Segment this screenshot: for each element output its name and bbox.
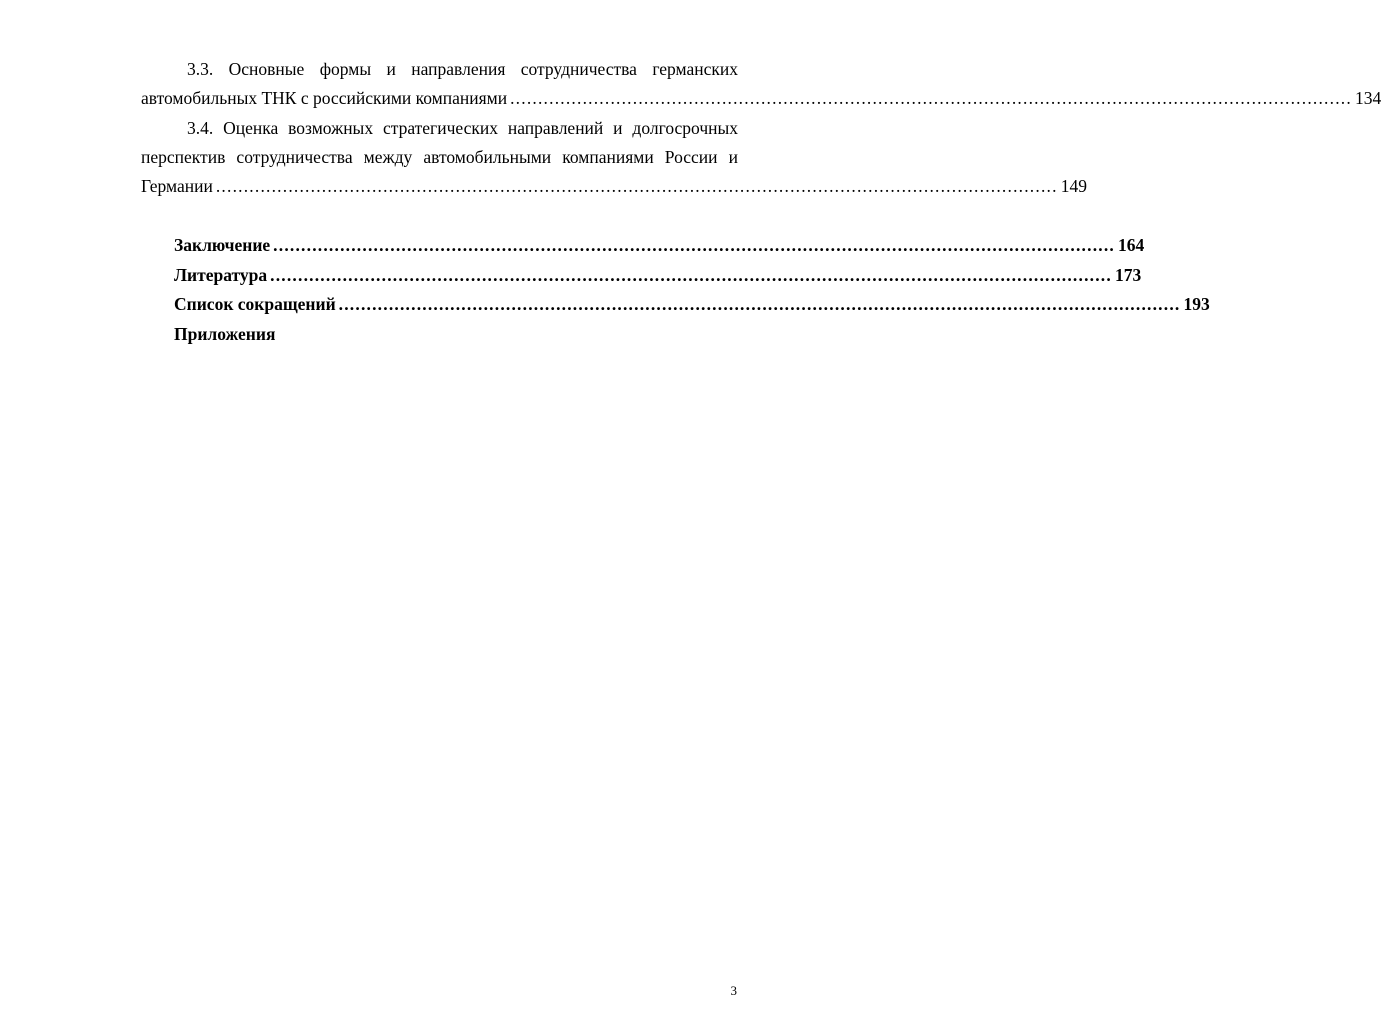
toc-entry-appendices bbox=[174, 320, 737, 349]
toc-page-number: 173 bbox=[1114, 265, 1142, 285]
toc-entry-title-end: Германии bbox=[141, 176, 213, 196]
toc-entry-last-line bbox=[141, 172, 1087, 201]
toc-entry-label: Список сокращений bbox=[174, 294, 336, 314]
dot-leader: ....................................................................................................................................................... bbox=[270, 265, 1112, 285]
toc-entry-title-end: автомобильных ТНК с российскими компаниями bbox=[141, 88, 508, 108]
toc-entry-label: Приложения bbox=[174, 324, 276, 344]
toc-entry-label: Заключение bbox=[174, 235, 271, 255]
dot-leader: ....................................................................................................................................................... bbox=[510, 88, 1352, 108]
toc-entry-3-3 bbox=[141, 55, 1381, 113]
toc-page-number: 193 bbox=[1183, 294, 1210, 314]
toc-page-number: 164 bbox=[1118, 235, 1145, 255]
toc-page-number: 149 bbox=[1060, 176, 1087, 196]
toc-entry-conclusion bbox=[174, 231, 1145, 260]
dot-leader: ....................................................................................................................................................... bbox=[338, 294, 1181, 314]
dot-leader: ....................................................................................................................................................... bbox=[215, 176, 1058, 196]
toc-entry-3-4 bbox=[141, 114, 1087, 201]
toc-entry-title: 3.3. Основные формы и направления сотрудничества германских bbox=[187, 59, 738, 79]
toc-entry-literature bbox=[174, 261, 1142, 290]
toc-entry-abbreviations bbox=[174, 290, 1210, 319]
toc-entry-label: Литература bbox=[174, 265, 268, 285]
toc-entry-title: 3.4. Оценка возможных стратегических направлений и долгосрочных bbox=[187, 118, 738, 138]
toc-page-number: 134 bbox=[1354, 88, 1381, 108]
toc-entry-title-cont: перспектив сотрудничества между автомобильными компаниями России и bbox=[141, 147, 738, 167]
toc-entry-last-line bbox=[141, 84, 1381, 113]
page-number: 3 bbox=[730, 983, 737, 998]
dot-leader: ....................................................................................................................................................... bbox=[273, 235, 1115, 255]
